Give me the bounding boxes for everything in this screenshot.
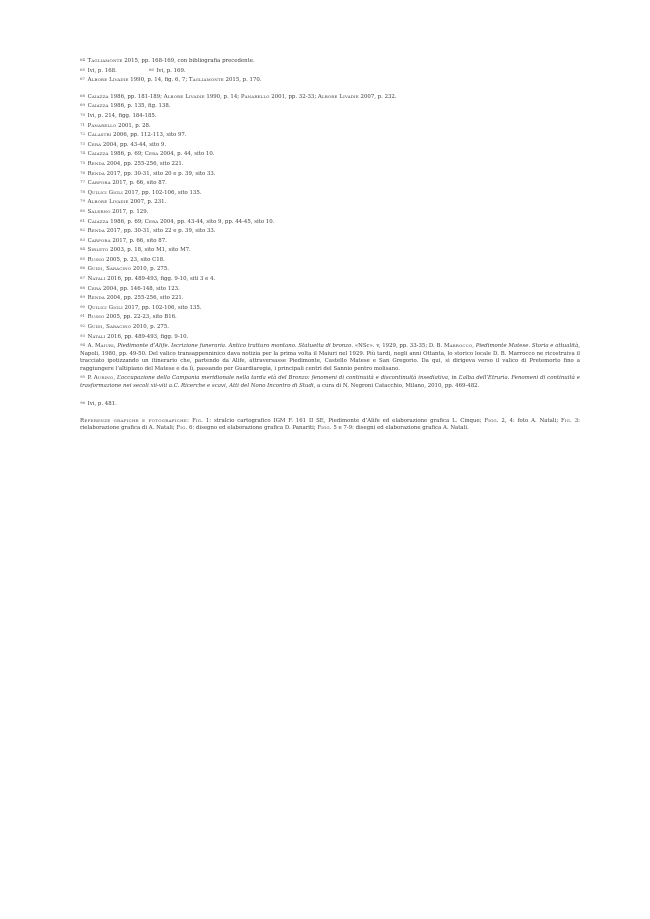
footnote-text: Guidi, Saracino 2010, p. 275. [87,266,169,273]
footnote-number: 83 [80,236,86,242]
footnote-text: Calastri 2006, pp. 112-113, sito 97. [87,132,187,139]
footnote-text: Salerno 2017, p. 129. [87,209,149,216]
footnote-number: 70 [80,111,86,117]
footnote-text: Cera 2004, pp. 146-148, sito 123. [87,285,180,292]
footnote [80,178,580,188]
footnote-text: Ivi, p. 214, figg. 184-185. [87,113,157,120]
footnote-text: Caiazza 1986, pp. 181-189; Albore Livadie 1990, p. 14; Panarello 2001, pp. 32-33; Albore Livadie 2007, p. 232. [87,93,397,100]
footnote [80,322,580,332]
footnote-text: Renda 2017, pp. 30-31, sito 22 e p. 39, sito 33. [87,228,216,235]
footnote-text: Cera 2004, pp. 43-44, sito 9. [87,141,167,148]
author-name: Fig. [176,425,188,432]
title-italic: L’occupazione della Campania meridionale nella tarda età del Bronzo: fenomeni di continuità e discontinuità insediativa [116,375,448,382]
footnote [80,264,580,274]
footnote [80,111,580,121]
footnote-number: 78 [80,188,86,194]
footnote [80,149,580,159]
footnote [80,274,580,284]
author-name: Calastri [87,132,112,139]
footnote [80,169,580,179]
author-name: Maiuri [94,343,114,350]
footnote-text: Guidi, Saracino 2010, p. 275. [87,324,169,331]
image-credits-text: Fig. 1: stralcio cartografico IGM F. 161 II SE, Piedimonte d’Alife ed elaborazione grafica L. Cinque; Figg. 2, 4: foto A. Natali; Fig. 3: rielaborazione grafica di A. Natali; Fig. 6: disegno ed elaborazione grafica D. Panariti; Figg. 5 e 7-9: disegni ed elaborazione grafica A. Natali. [80,417,580,432]
footnote [80,226,580,236]
footnote-text: Carfora 2017, p. 66, sito 87. [87,180,167,187]
author-name: Tagliamonte [188,77,224,84]
author-name: Russo [87,314,105,321]
footnote-number: 86 [80,265,86,271]
author-name: Albore Livadie [317,93,359,100]
footnote-text: Renda 2004, pp. 255-256, sito 221. [87,161,184,168]
spacer [80,390,580,399]
footnote-number: 89 [80,294,86,300]
author-name: Cera [87,285,102,292]
author-name: Quilici Gigli [87,305,123,312]
author-name: Quilici Gigli [87,189,123,196]
author-name: Renda [87,170,105,177]
author-name: Panarello [87,122,117,129]
author-name: Tagliamonte [87,58,123,65]
footnote-number: 93 [80,332,86,338]
author-name: Caiazza [87,93,109,100]
footnote [80,75,580,85]
footnote-number: 69 [80,102,86,108]
footnote-number: 84 [80,246,86,252]
footnote [80,217,580,227]
footnote [80,101,580,111]
author-name: Fig. [192,417,203,424]
footnote-text: Natali 2016, pp. 489-493, figg. 9-10, siti 3 e 4. [87,276,216,283]
author-name: Salerno [87,209,111,216]
author-name: Cera [144,151,159,158]
footnote [80,140,580,150]
spacer [80,409,580,418]
footnote-text: Caiazza 1986, p. 69; Cera 2004, p. 44, sito 10. [87,151,215,158]
title-italic: Piedimonte Matese. Storia e attualità [475,343,579,350]
footnote-95 [80,373,580,390]
author-name: Albore Livadie [163,93,205,100]
footnote-text: Quilici Gigli 2017, pp. 102-106, sito 135. [87,305,202,312]
title-italic: Piedimonte d’Alife. Iscrizione funeraria. Antico tratturo montano. Statuetta di bronzo [117,343,352,350]
footnote [80,312,580,322]
footnote-number: 91 [80,313,86,319]
footnote [80,293,580,303]
footnote-text: Russo 2005, p. 23, sito C18. [87,257,165,264]
footnotes-group-a [80,56,580,85]
footnote [80,332,580,342]
footnote-96 [80,399,580,409]
footnote [80,236,580,246]
footnote-text: A. Maiuri, Piedimonte d’Alife. Iscrizione funeraria. Antico tratturo montano. Statuetta di bronzo. «NSc». v, 1929, pp. 33-35; D. B. Marrocco, Piedimonte Matese. Storia e attualità, Napoli, 1980, pp. 49-50. Del valico transappenninico dava notizia per la prima volta il Maiuri nel 1929. Più tardi, negli anni Ottanta, lo storico locale D. B. Marrocco ne ricostruiva il tracciato ipotizzando un itinerario che, partendo da Alife, attraversasse Piedimonte, Castello Matese e San Gregorio. Da qui, si dirigeva verso il valico di Pretemorto fino a raggiungere l’altipiano del Matese e da lì, passando per Guardiaregia, i principali centri del Sannio pentro molisano. [80,343,581,372]
author-name: Guidi, Saracino [87,324,132,331]
author-name: Natali [87,276,106,283]
footnote-number: 74 [80,150,86,156]
footnote-number: 73 [80,140,86,146]
footnote-text: 1990, p. 14, fig. 6, 7; [128,77,189,84]
footnote [80,159,580,169]
footnote-number: 76 [80,169,86,175]
author-name: Guidi, Saracino [87,266,132,273]
title-italic: Atti del Nono Incontro di Studi [229,382,314,389]
author-name: Sirleto [87,247,109,254]
footnotes-page [80,56,580,432]
author-name: Albore Livadie [87,199,129,206]
footnote-94 [80,341,580,373]
footnote [80,130,580,140]
footnote [80,303,580,313]
footnote-number: 64 [80,57,86,62]
footnote-number: 72 [80,131,86,137]
footnote-number: 80 [80,207,86,213]
footnote-number: 92 [80,323,86,329]
footnote-text: Albore Livadie 2007, p. 231. [87,199,167,206]
author-name: Carfora [87,180,111,187]
author-name: Caiazza [87,151,109,158]
author-name: Panarello [240,93,270,100]
footnote-number: 88 [80,284,86,290]
footnote-number: 65 [80,66,86,72]
footnote-text: Caiazza 1986, p. 69; Cera 2004, pp. 43-44, sito 9, pp. 44-45, sito 10. [87,218,275,225]
footnote-number: 67 [80,76,86,82]
footnote-text: Russo 2005, pp. 22-23, sito B16. [87,314,177,321]
footnote-number: 85 [80,255,86,261]
author-name: Cera [144,218,159,225]
author-name: Cera [87,141,102,148]
author-name: Caiazza [87,103,109,110]
footnote-number: 68 [80,92,86,98]
author-name: Figg. [484,417,499,424]
footnote-text: Ivi, p. 481. [87,401,117,408]
footnote-text: P. Aurino, L’occupazione della Campania meridionale nella tarda età del Bronzo: fenomeni di continuità e discontinuità insediativa, in L’alba dell’Etruria. Fenomeni di continuità e trasformazione nei secoli xii-viii a.C. Ricerche e scavi, Atti del Nono Incontro di Studi, a cura di N. Negroni Catacchio, Milano, 2010, pp. 469-482. [80,375,580,389]
footnote [80,284,580,294]
author-name: Figg. [317,425,332,432]
title-italic: L’alba dell’Etruria. Fenomeni di continuità e trasformazione nei secoli xii-viii a.C. Ricerche e scavi [80,375,580,389]
footnote-number: 95 [80,374,86,380]
author-name: Renda [87,295,105,302]
footnote [80,92,580,102]
footnote-number: 82 [80,227,86,233]
footnote-number: 77 [80,179,86,185]
author-name: Carfora [87,237,111,244]
footnote [80,207,580,217]
footnote [80,197,580,207]
footnote-number: 75 [80,159,86,165]
author-name: Natali [87,333,106,340]
author-name: Albore Livadie [87,77,129,84]
footnote [80,56,580,66]
footnote-text: Caiazza 1986, p. 135, fig. 138. [87,103,171,110]
footnote-text: Carfora 2017, p. 66, sito 87. [87,237,167,244]
footnote-number: 87 [80,275,86,281]
footnote-text: Renda 2004, pp. 255-256, sito 221. [87,295,184,302]
footnote-text: Panarello 2001, p. 28. [87,122,151,129]
footnote [80,121,580,131]
footnote [80,188,580,198]
author-name: Caiazza [87,218,109,225]
footnote [80,245,580,255]
author-name: Aurino [93,375,114,382]
footnotes-group-b [80,92,580,341]
author-name: Marrocco [443,343,473,350]
footnote-text: Sirleto 2003, p. 18, sito M1, sito M7. [87,247,191,254]
footnote-text: 2015, pp. 168-169, con bibliografia precedente. [122,58,255,65]
image-credits [80,418,580,433]
footnote-text: Ivi, p. 168. [87,67,117,74]
footnote-text: Natali 2016, pp. 489-493, figg. 9-10. [87,333,189,340]
author-name: Renda [87,161,105,168]
footnote-number: 94 [80,342,86,348]
footnote-number: 71 [80,121,86,127]
footnote-number: 66 [148,66,154,72]
footnote-number: 96 [80,400,86,406]
footnote [80,255,580,265]
author-name: Fig. [561,417,572,424]
footnote-number: 81 [80,217,86,223]
footnote-text: Quilici Gigli 2017, pp. 102-106, sito 135. [87,189,202,196]
author-name: Russo [87,257,105,264]
footnote [80,66,580,76]
footnote-text: Ivi, p. 169. [156,67,186,74]
footnote-number: 79 [80,198,86,204]
footnote-text: Renda 2017, pp. 30-31, sito 20 e p. 39, sito 33. [87,170,216,177]
image-credits-heading: Referenze grafiche e fotografiche: [80,417,190,424]
footnote-text: 2015, p. 170. [223,77,262,84]
footnote-number: 90 [80,303,86,309]
author-name: Renda [87,228,105,235]
spacer [80,85,580,92]
